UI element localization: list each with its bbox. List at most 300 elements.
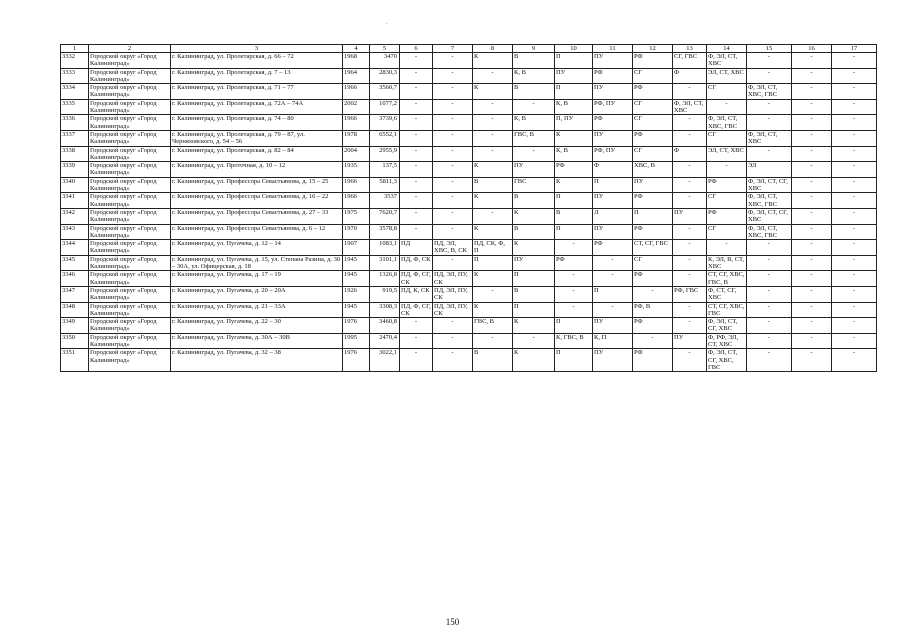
table-cell-col-1: 3345 (61, 255, 89, 271)
column-header-15: 15 (747, 45, 792, 53)
table-row (61, 162, 877, 178)
table-cell-col-4: 1995 (343, 333, 370, 349)
table-cell-col-14: СГ (707, 130, 747, 146)
table-cell-col-11: ПУ (593, 318, 633, 334)
table-cell-col-8: ПД, СК, Ф, П (473, 240, 513, 256)
table-cell-col-15: - (747, 302, 792, 318)
column-header-1: 1 (61, 45, 89, 53)
table-row (61, 68, 877, 84)
table-cell-col-11: ПУ (593, 349, 633, 372)
table-cell-col-5: 2470,4 (370, 333, 400, 349)
table-cell-col-4: 1966 (343, 84, 370, 100)
table-cell-col-17: - (832, 208, 877, 224)
table-cell-col-1: 3333 (61, 68, 89, 84)
table-cell-col-8: К (473, 193, 513, 209)
table-cell-col-10: К, В (555, 146, 593, 162)
table-cell-col-16: - (792, 193, 832, 209)
table-cell-col-3: г. Калининград, ул. Профессора Севастьянова, д. 6 – 12 (171, 224, 343, 240)
table-cell-col-3: г. Калининград, ул. Пролетарская, д. 66 – 72 (171, 53, 343, 69)
table-cell-col-4: 1975 (343, 208, 370, 224)
table-cell-col-13: - (673, 271, 707, 287)
table-cell-col-10: П, ПУ (555, 115, 593, 131)
table-cell-col-10: П (555, 53, 593, 69)
table-cell-col-14: Ф, РФ, ЭЛ, СТ, ХВС (707, 333, 747, 349)
table-cell-col-2: Городской округ «Город Калининград» (89, 177, 171, 193)
table-cell-col-13: - (673, 162, 707, 178)
table-cell-col-15: - (747, 286, 792, 302)
table-cell-col-17: - (832, 302, 877, 318)
table-cell-col-16: - (792, 177, 832, 193)
table-cell-col-17: - (832, 53, 877, 69)
table-cell-col-10: П (555, 193, 593, 209)
table-cell-col-4: 1970 (343, 224, 370, 240)
table-cell-col-16: - (792, 286, 832, 302)
table-cell-col-5: 1077,2 (370, 99, 400, 115)
table-cell-col-6: - (400, 146, 433, 162)
table-cell-col-8: - (473, 99, 513, 115)
table-cell-col-16: - (792, 146, 832, 162)
table-row (61, 177, 877, 193)
table-cell-col-13: - (673, 255, 707, 271)
table-cell-col-10: П (555, 224, 593, 240)
table-cell-col-6: ПД (400, 240, 433, 256)
table-cell-col-1: 3335 (61, 99, 89, 115)
page-mark: . (386, 20, 388, 26)
table-cell-col-13: ПУ (673, 333, 707, 349)
table-cell-col-11: К, П (593, 333, 633, 349)
table-cell-col-5: 3739,6 (370, 115, 400, 131)
table-cell-col-1: 3347 (61, 286, 89, 302)
table-cell-col-13: - (673, 84, 707, 100)
table-cell-col-7: - (433, 208, 473, 224)
table-cell-col-4: 1907 (343, 240, 370, 256)
table-cell-col-11: П (593, 286, 633, 302)
table-cell-col-9: П (513, 302, 555, 318)
table-cell-col-6: ПД, Ф, СГ, СК (401, 271, 431, 286)
table-cell-col-15: - (747, 53, 792, 69)
table-cell-col-9: ПУ (513, 162, 555, 178)
table-cell-col-16: - (792, 68, 832, 84)
table-cell-col-1: 3344 (61, 240, 89, 256)
table-cell-col-11: РФ, ПУ (593, 99, 633, 115)
table-cell-col-3: г. Калининград, ул. Пролетарская, д. 74 – 80 (171, 115, 343, 131)
table-cell-col-3: г. Калининград, ул. Пролетарская, д. 7 – 13 (171, 68, 343, 84)
table-cell-col-7: - (433, 318, 473, 334)
table-cell-col-12: РФ (633, 193, 673, 209)
column-header-14: 14 (707, 45, 747, 53)
table-cell-col-7: - (433, 68, 473, 84)
table-cell-col-11: РФ, ПУ (593, 146, 633, 162)
table-cell-col-9: П (513, 271, 555, 287)
table-cell-col-14: Ф, ЭЛ, СТ, СГ, ХВС, ГВС (707, 349, 747, 372)
table-cell-col-16: - (792, 115, 832, 131)
table-cell-col-13: - (673, 349, 707, 372)
table-cell-col-16: - (792, 349, 832, 372)
table-cell-col-11: ПУ (593, 53, 633, 69)
table-cell-col-17: - (832, 349, 877, 372)
table-cell-col-2: Городской округ «Город Калининград» (89, 318, 171, 334)
table-cell-col-9: В (513, 224, 555, 240)
table-cell-col-3: г. Калининград, ул. Пролетарская, д. 72А – 74А (171, 99, 343, 115)
table-cell-col-14: РФ (707, 177, 747, 193)
table-row (61, 271, 877, 287)
table-cell-col-1: 3351 (61, 349, 89, 372)
table-cell-col-7: - (433, 224, 473, 240)
column-header-2: 2 (89, 45, 171, 53)
table-cell-col-2: Городской округ «Город Калининград» (89, 193, 171, 209)
table-cell-col-8: - (473, 68, 513, 84)
table-cell-col-12: ХВС, В (633, 162, 673, 178)
table-cell-col-6: - (400, 162, 433, 178)
table-cell-col-10: К (555, 130, 593, 146)
table-cell-col-11: - (593, 255, 633, 271)
table-cell-col-1: 3334 (61, 84, 89, 100)
table-row (61, 240, 877, 256)
table-cell-col-5: 3470 (370, 53, 400, 69)
table-cell-col-2: Городской округ «Город Калининград» (89, 99, 171, 115)
table-cell-col-10: П (555, 318, 593, 334)
table-cell-col-6: - (400, 53, 433, 69)
table-cell-col-15: - (747, 349, 792, 372)
table-cell-col-5: 6552,1 (370, 130, 400, 146)
table-cell-col-6: - (400, 349, 433, 372)
table-cell-col-9: ГВС, В (513, 130, 555, 146)
table-cell-col-7: - (433, 177, 473, 193)
column-header-8: 8 (473, 45, 513, 53)
column-header-13: 13 (673, 45, 707, 53)
table-cell-col-4: 1966 (343, 193, 370, 209)
table-cell-col-2: Городской округ «Город Калининград» (89, 130, 171, 146)
table-cell-col-1: 3336 (61, 115, 89, 131)
table-cell-col-6: - (400, 130, 433, 146)
table-cell-col-12: РФ (633, 130, 673, 146)
column-header-5: 5 (370, 45, 400, 53)
table-cell-col-15: - (747, 271, 792, 287)
table-cell-col-7: - (433, 84, 473, 100)
table-cell-col-8: В (473, 177, 513, 193)
table-cell-col-13: Ф (673, 146, 707, 162)
table-row (61, 255, 877, 271)
table-cell-col-12: СГ (633, 68, 673, 84)
table-cell-col-15: - (747, 240, 792, 256)
table-cell-col-6: - (400, 177, 433, 193)
table-cell-col-5: 137,5 (370, 162, 400, 178)
table-cell-col-12: РФ (633, 349, 673, 372)
table-cell-col-9: В (513, 193, 555, 209)
table-cell-col-5: 3537 (370, 193, 400, 209)
table-cell-col-2: Городской округ «Город Калининград» (89, 302, 171, 318)
table-cell-col-14: СГ (707, 84, 747, 100)
table-cell-col-17: - (832, 84, 877, 100)
table-cell-col-15: ЭЛ (747, 162, 792, 178)
table-cell-col-8: - (473, 115, 513, 131)
table-cell-col-2: Городской округ «Город Калининград» (89, 286, 171, 302)
table-cell-col-7: - (433, 193, 473, 209)
table-cell-col-3: г. Калининград, ул. Пугачева, д. 20 – 20А (171, 286, 343, 302)
table-cell-col-4: 1945 (343, 302, 370, 318)
table-cell-col-8: К (473, 53, 513, 69)
table-cell-col-12: - (633, 333, 673, 349)
table-cell-col-12: РФ (633, 53, 673, 69)
table-cell-col-10: РФ (555, 255, 593, 271)
column-header-10: 10 (555, 45, 593, 53)
table-cell-col-14: ЭЛ, СТ, ХВС (707, 68, 747, 84)
table-cell-col-16: - (792, 333, 832, 349)
table-cell-col-17: - (832, 115, 877, 131)
table-cell-col-10: РФ (555, 162, 593, 178)
table-cell-col-13: СГ, ГВС (673, 53, 707, 69)
table-cell-col-10: П (555, 84, 593, 100)
document-table-container (60, 44, 876, 372)
table-cell-col-1: 3339 (61, 162, 89, 178)
table-cell-col-5: 3308,3 (370, 302, 400, 318)
table-cell-col-8: - (473, 146, 513, 162)
table-cell-col-2: Городской округ «Город Калининград» (89, 224, 171, 240)
table-cell-col-6: - (400, 333, 433, 349)
table-cell-col-12: РФ (633, 84, 673, 100)
table-cell-col-12: ПУ (633, 177, 673, 193)
table-row (61, 130, 877, 146)
table-cell-col-17: - (832, 146, 877, 162)
table-cell-col-1: 3338 (61, 146, 89, 162)
table-cell-col-2: Городской округ «Город Калининград» (89, 68, 171, 84)
table-cell-col-5: 1083,1 (370, 240, 400, 256)
table-cell-col-8: К (473, 84, 513, 100)
table-cell-col-2: Городской округ «Город Калининград» (89, 208, 171, 224)
table-cell-col-6: ПД, Ф, СГ, СК (401, 302, 431, 317)
table-cell-col-7: - (433, 99, 473, 115)
table-cell-col-2: Городской округ «Город Калининград» (89, 271, 171, 287)
table-cell-col-12: РФ, В (633, 302, 673, 318)
table-cell-col-2: Городской округ «Город Калининград» (89, 146, 171, 162)
table-cell-col-1: 3343 (61, 224, 89, 240)
table-cell-col-1: 3340 (61, 177, 89, 193)
table-cell-col-10: К, В (555, 99, 593, 115)
table-cell-col-7: - (433, 162, 473, 178)
page-number: 150 (445, 617, 460, 627)
table-cell-col-15: - (747, 99, 792, 115)
table-cell-col-10: - (555, 240, 593, 256)
column-header-9: 9 (513, 45, 555, 53)
table-cell-col-7: ПД, ЭЛ, ПУ, СК (433, 271, 473, 287)
table-cell-col-1: 3341 (61, 193, 89, 209)
table-cell-col-15: Ф, ЭЛ, СТ, ХВС, ГВС (747, 84, 792, 100)
table-cell-col-4: 1935 (343, 162, 370, 178)
table-cell-col-13: - (673, 177, 707, 193)
table-cell-col-12: СГ (633, 146, 673, 162)
table-cell-col-10: - (555, 286, 593, 302)
table-cell-col-2: Городской округ «Город Калининград» (89, 53, 171, 69)
table-row (61, 115, 877, 131)
table-cell-col-17: - (832, 255, 877, 271)
table-cell-col-11: РФ (593, 68, 633, 84)
table-row (61, 53, 877, 69)
table-cell-col-3: г. Калининград, ул. Пролетарская, д. 82 – 84 (171, 146, 343, 162)
table-cell-col-10: - (555, 302, 593, 318)
table-cell-col-4: 2004 (343, 146, 370, 162)
table-cell-col-10: ПУ (555, 68, 593, 84)
column-header-12: 12 (633, 45, 673, 53)
table-row (61, 208, 877, 224)
table-cell-col-4: 2002 (343, 99, 370, 115)
table-cell-col-15: Ф, ЭЛ, СТ, СГ, ХВС (747, 177, 792, 193)
table-cell-col-14: Ф, ЭЛ, СТ, ХВС, ГВС (707, 115, 747, 131)
table-cell-col-17: - (832, 333, 877, 349)
table-cell-col-5: 2830,3 (370, 68, 400, 84)
table-cell-col-5: 5811,3 (370, 177, 400, 193)
table-cell-col-8: П (473, 255, 513, 271)
table-cell-col-17: - (832, 177, 877, 193)
table-cell-col-17: - (832, 99, 877, 115)
table-cell-col-9: К (513, 349, 555, 372)
table-cell-col-4: 1945 (343, 271, 370, 287)
table-row (61, 146, 877, 162)
table-cell-col-2: Городской округ «Город Калининград» (89, 333, 171, 349)
table-cell-col-7: - (433, 130, 473, 146)
table-cell-col-8: В (473, 349, 513, 372)
column-header-7: 7 (433, 45, 473, 53)
table-cell-col-15: Ф, ЭЛ, СТ, ХВС (747, 130, 792, 146)
table-cell-col-11: - (593, 271, 633, 287)
table-cell-col-14: Ф, ЭЛ, СТ, ХВС (707, 53, 747, 69)
table-cell-col-9: ГВС (513, 177, 555, 193)
table-cell-col-4: 1966 (343, 115, 370, 131)
table-cell-col-1: 3349 (61, 318, 89, 334)
table-cell-col-12: СГ (633, 99, 673, 115)
table-cell-col-6: - (400, 318, 433, 334)
table-cell-col-3: г. Калининград, ул. Пугачева, д. 12 – 14 (171, 240, 343, 256)
table-header (61, 45, 877, 53)
table-cell-col-3: г. Калининград, ул. Профессора Севастьянова, д. 15 – 25 (171, 177, 343, 193)
table-cell-col-15: - (747, 255, 792, 271)
table-cell-col-11: Л (593, 208, 633, 224)
table-cell-col-16: - (792, 271, 832, 287)
table-cell-col-1: 3346 (61, 271, 89, 287)
table-cell-col-2: Городской округ «Город Калининград» (89, 84, 171, 100)
column-header-11: 11 (593, 45, 633, 53)
table-cell-col-17: - (832, 240, 877, 256)
table-cell-col-14: К, ЭЛ, В, СТ, ХВС (707, 255, 747, 271)
table-cell-col-13: - (673, 193, 707, 209)
table-cell-col-1: 3337 (61, 130, 89, 146)
table-cell-col-13: ПУ (673, 208, 707, 224)
housing-table (60, 44, 877, 372)
table-cell-col-12: СГ (633, 255, 673, 271)
table-cell-col-7: - (433, 146, 473, 162)
column-header-6: 6 (400, 45, 433, 53)
table-cell-col-9: В (513, 286, 555, 302)
table-cell-col-8: - (473, 286, 513, 302)
table-cell-col-3: г. Калининград, ул. Пугачева, д. 21 – 33А (171, 302, 343, 318)
table-cell-col-16: - (792, 130, 832, 146)
table-cell-col-11: ПУ (593, 130, 633, 146)
table-cell-col-14: СТ, СГ, ХВС, ГВС (708, 302, 745, 317)
table-cell-col-7: - (433, 349, 473, 372)
table-cell-col-1: 3342 (61, 208, 89, 224)
table-cell-col-11: ПУ (593, 193, 633, 209)
column-header-3: 3 (171, 45, 343, 53)
table-cell-col-9: В (513, 53, 555, 69)
table-cell-col-17: - (832, 130, 877, 146)
table-row (61, 318, 877, 334)
table-cell-col-7: ПД, ЭЛ, ПУ, СК (433, 286, 473, 302)
table-cell-col-17: - (832, 271, 877, 287)
table-row (61, 302, 877, 318)
table-cell-col-9: - (513, 99, 555, 115)
table-cell-col-16: - (792, 162, 832, 178)
table-cell-col-1: 3350 (61, 333, 89, 349)
table-cell-col-3: г. Калининград, ул. Проточная, д. 10 – 12 (171, 162, 343, 178)
table-cell-col-13: Ф, ЭЛ, СТ, ХВС (673, 99, 707, 115)
table-cell-col-15: - (747, 146, 792, 162)
table-cell-col-6: - (400, 99, 433, 115)
table-cell-col-14: - (707, 99, 747, 115)
table-cell-col-9: К (513, 208, 555, 224)
table-row (61, 333, 877, 349)
table-cell-col-7: - (433, 53, 473, 69)
table-cell-col-10: П (555, 349, 593, 372)
table-cell-col-14: СТ, СГ, ХВС, ГВС, В (708, 271, 745, 286)
table-cell-col-8: К (473, 271, 513, 287)
table-cell-col-3: г. Калининград, ул. Профессора Севастьянова, д. 27 – 33 (171, 208, 343, 224)
table-cell-col-4: 1968 (343, 53, 370, 69)
table-cell-col-16: - (792, 318, 832, 334)
table-row (61, 84, 877, 100)
column-header-16: 16 (792, 45, 832, 53)
table-cell-col-17: - (832, 68, 877, 84)
table-cell-col-15: Ф, ЭЛ, СТ, ХВС, ГВС (747, 224, 792, 240)
table-cell-col-8: К (473, 302, 513, 318)
table-cell-col-13: - (673, 115, 707, 131)
table-cell-col-12: РФ (633, 224, 673, 240)
table-cell-col-7: ПД, ЭЛ, ПУ, СК (433, 302, 473, 318)
table-cell-col-15: Ф, ЭЛ, СТ, СГ, ХВС (747, 208, 792, 224)
table-cell-col-2: Городской округ «Город Калининград» (89, 349, 171, 372)
table-cell-col-8: К (473, 162, 513, 178)
table-cell-col-8: - (473, 208, 513, 224)
table-cell-col-4: 1966 (343, 177, 370, 193)
table-cell-col-5: 919,5 (370, 286, 400, 302)
table-cell-col-14: СГ (707, 224, 747, 240)
table-cell-col-14: - (707, 240, 747, 256)
table-cell-col-4: 1978 (343, 130, 370, 146)
table-cell-col-7: - (433, 255, 473, 271)
table-cell-col-7: - (433, 333, 473, 349)
table-cell-col-7: - (433, 115, 473, 131)
table-cell-col-11: ПУ (593, 224, 633, 240)
table-cell-col-11: РФ (593, 240, 633, 256)
table-cell-col-12: РФ (633, 318, 673, 334)
table-cell-col-5: 2955,9 (370, 146, 400, 162)
table-cell-col-12: СГ (633, 115, 673, 131)
table-body (61, 53, 877, 372)
table-cell-col-5: 3560,7 (370, 84, 400, 100)
table-cell-col-9: К, В (513, 115, 555, 131)
table-row (61, 193, 877, 209)
table-cell-col-11: РФ (593, 115, 633, 131)
table-cell-col-2: Городской округ «Город Калининград» (89, 240, 171, 256)
table-cell-col-8: - (473, 130, 513, 146)
table-cell-col-9: В (513, 84, 555, 100)
table-cell-col-10: - (555, 271, 593, 287)
table-cell-col-16: - (792, 208, 832, 224)
table-cell-col-2: Городской округ «Город Калининград» (89, 162, 171, 178)
table-cell-col-5: 3101,1 (370, 255, 400, 271)
table-cell-col-17: - (832, 162, 877, 178)
table-cell-col-6: - (400, 193, 433, 209)
table-cell-col-8: ГВС, В (473, 318, 513, 334)
table-cell-col-8: - (473, 333, 513, 349)
